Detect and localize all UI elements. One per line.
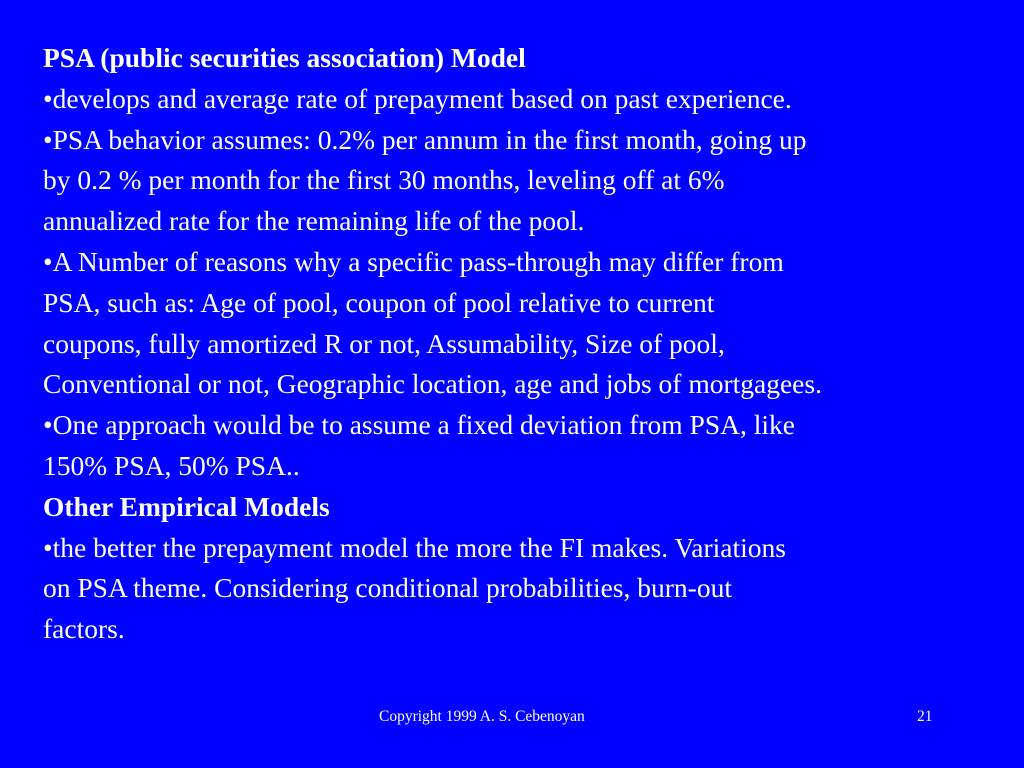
heading-psa-model: PSA (public securities association) Model [43, 42, 526, 73]
bullet-reasons-line-3: coupons, fully amortized R or not, Assumability, Size of pool, [43, 327, 725, 359]
bullet-average-rate: •develops and average rate of prepayment based on past experience. [43, 82, 792, 114]
bullet-better-model-line-2: on PSA theme. Considering conditional probabilities, burn-out [43, 572, 732, 604]
slide-number: 21 [917, 708, 933, 725]
bullet-better-model-line-3: factors. [43, 613, 125, 645]
footer-copyright: Copyright 1999 A. S. Cebenoyan [379, 708, 585, 725]
bullet-psa-behavior-line-3: annualized rate for the remaining life of the pool. [43, 205, 585, 237]
bullet-psa-behavior-line-2: by 0.2 % per month for the first 30 months, leveling off at 6% [43, 164, 725, 196]
bullet-approach-line-2: 150% PSA, 50% PSA.. [43, 449, 300, 481]
bullet-psa-behavior-line-1: •PSA behavior assumes: 0.2% per annum in the first month, going up [43, 123, 807, 155]
bullet-better-model-line-1: •the better the prepayment model the more the FI makes. Variations [43, 531, 786, 563]
bullet-approach-line-1: •One approach would be to assume a fixed deviation from PSA, like [43, 409, 795, 441]
slide-body [43, 38, 1013, 650]
heading-other-empirical-models: Other Empirical Models [43, 490, 330, 522]
bullet-reasons-line-1: •A Number of reasons why a specific pass-through may differ from [43, 245, 784, 277]
bullet-reasons-line-2: PSA, such as: Age of pool, coupon of pool relative to current [43, 286, 715, 318]
bullet-reasons-line-4: Conventional or not, Geographic location, age and jobs of mortgagees. [43, 368, 822, 400]
